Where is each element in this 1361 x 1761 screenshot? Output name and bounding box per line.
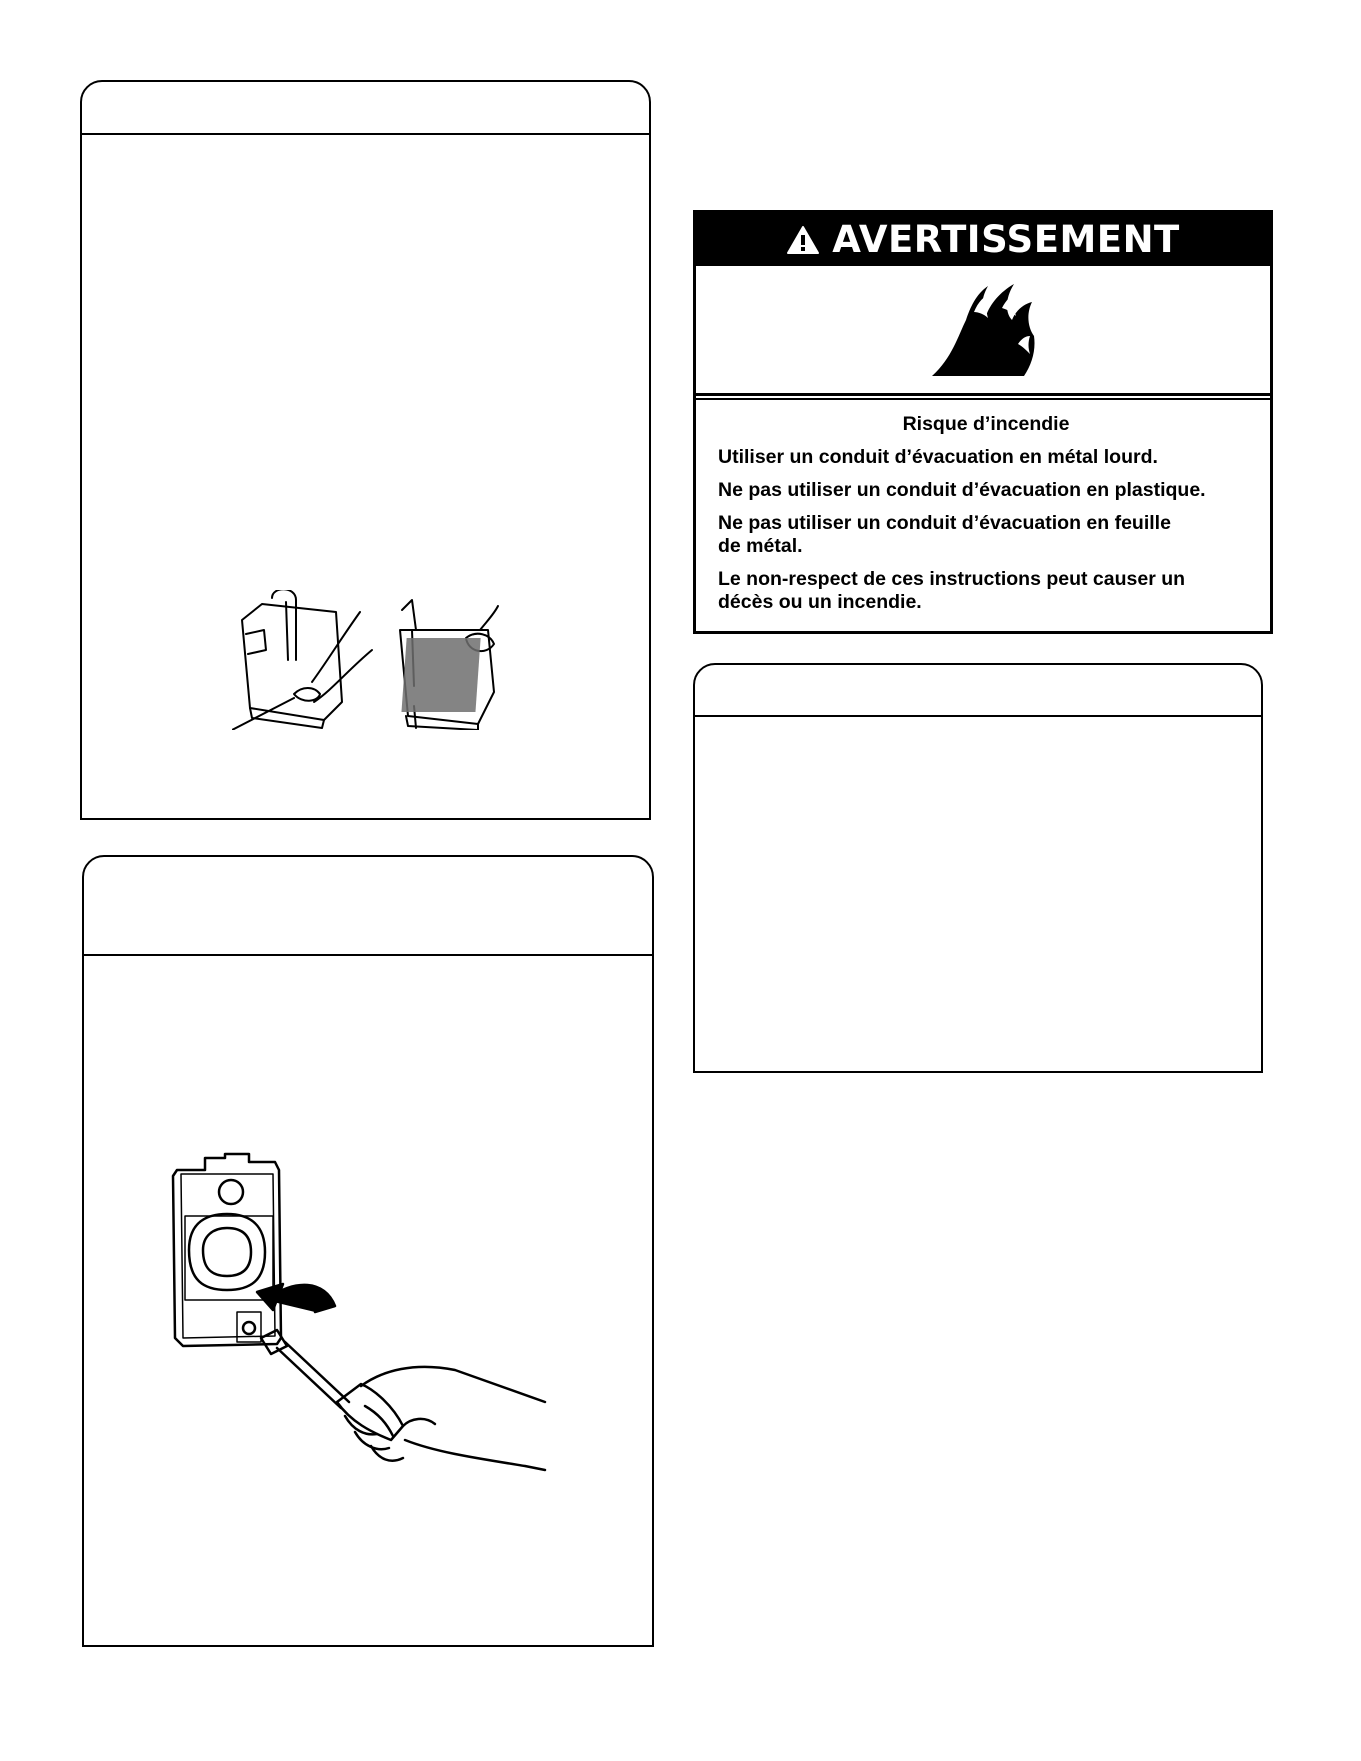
vent-cover-screwdriver-illustration [165, 1140, 615, 1480]
warning-line: Utiliser un conduit d’évacuation en métal lourd. [718, 446, 1158, 468]
warning-divider [696, 393, 1270, 400]
lint-screen-washing-illustration [232, 590, 500, 730]
warning-line: Le non-respect de ces instructions peut causer un décès ou un incendie. [718, 568, 1186, 613]
warning-subtitle: Risque d’incendie [902, 413, 1070, 435]
warning-line: Ne pas utiliser un conduit d’évacuation en plastique. [718, 479, 1206, 501]
fire-warning-box [693, 210, 1273, 634]
warning-line: Ne pas utiliser un conduit d’évacuation en feuille de métal. [718, 512, 1171, 557]
fire-icon [928, 280, 1038, 380]
warning-triangle-icon [786, 225, 820, 255]
warning-title: AVERTISSEMENT [832, 218, 1180, 261]
exhaust-info-panel [693, 663, 1263, 1073]
warning-body [718, 413, 1254, 624]
lint-screen-panel-header [82, 82, 649, 135]
exhaust-info-panel-header [695, 665, 1261, 717]
vent-cover-panel-header [84, 857, 652, 956]
warning-banner [696, 213, 1270, 266]
hazard-symbol-area [696, 266, 1270, 393]
